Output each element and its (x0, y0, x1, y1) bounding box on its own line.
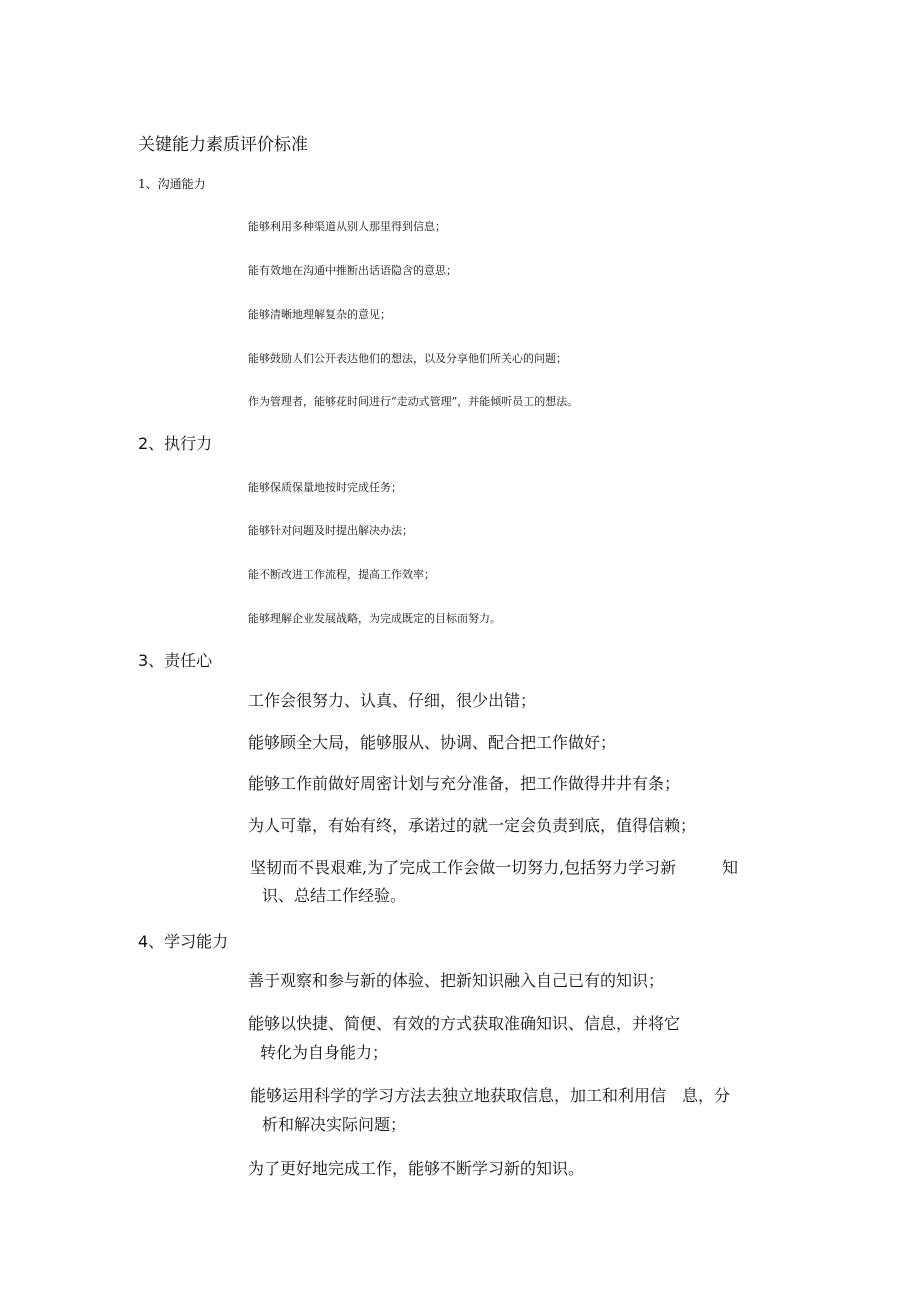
list-item: 能够保质保量地按时完成任务； (248, 481, 402, 494)
list-item-continuation: 转化为自身能力； (260, 1043, 389, 1062)
list-item: 能够鼓励人们公开表达他们的想法，以及分享他们所关心的问题； (248, 352, 567, 365)
list-item: 能不断改进工作流程，提高工作效率； (248, 568, 435, 581)
list-item: 能够运用科学的学习方法去独立地获取信息，加工和利用信 (250, 1086, 667, 1105)
list-item-wrap: 知 (722, 858, 739, 877)
list-item: 能够工作前做好周密计划与充分准备，把工作做得井井有条； (248, 774, 681, 793)
list-item: 为了更好地完成工作，能够不断学习新的知识。 (248, 1159, 585, 1178)
list-item: 能够清晰地理解复杂的意见； (248, 308, 391, 321)
list-item: 为人可靠，有始有终，承诺过的就一定会负责到底，值得信赖； (248, 816, 697, 835)
list-item: 能够针对问题及时提出解决办法； (248, 524, 413, 537)
section-heading-communication: 1、沟通能力 (138, 177, 206, 191)
section-heading-learning: 4、学习能力 (138, 932, 229, 951)
list-item: 善于观察和参与新的体验、把新知识融入自己已有的知识； (248, 971, 665, 990)
page-title: 关键能力素质评价标准 (138, 135, 308, 155)
list-item: 作为管理者，能够花时间进行“走动式管理”，并能倾听员工的想法。 (248, 395, 579, 408)
list-item: 能够顾全大局，能够服从、协调、配合把工作做好； (248, 733, 617, 752)
section-heading-responsibility: 3、责任心 (138, 651, 213, 670)
list-item: 能够利用多种渠道从别人那里得到信息； (248, 220, 446, 233)
list-item: 工作会很努力、认真、仔细，很少出错； (248, 691, 537, 710)
list-item: 能够以快捷、简便、有效的方式获取准确知识、信息，并将它 (248, 1014, 681, 1033)
list-item-wrap: 息，分 (682, 1086, 731, 1105)
list-item: 能够理解企业发展战略，为完成既定的目标而努力。 (248, 612, 501, 625)
list-item: 能有效地在沟通中推断出话语隐含的意思； (248, 264, 457, 277)
list-item: 坚韧而不畏艰难,为了完成工作会做一切努力,包括努力学习新 (250, 858, 677, 877)
section-heading-execution: 2、执行力 (138, 434, 213, 453)
list-item-continuation: 析和解决实际问题； (262, 1115, 407, 1134)
list-item-continuation: 识、总结工作经验。 (262, 886, 407, 905)
